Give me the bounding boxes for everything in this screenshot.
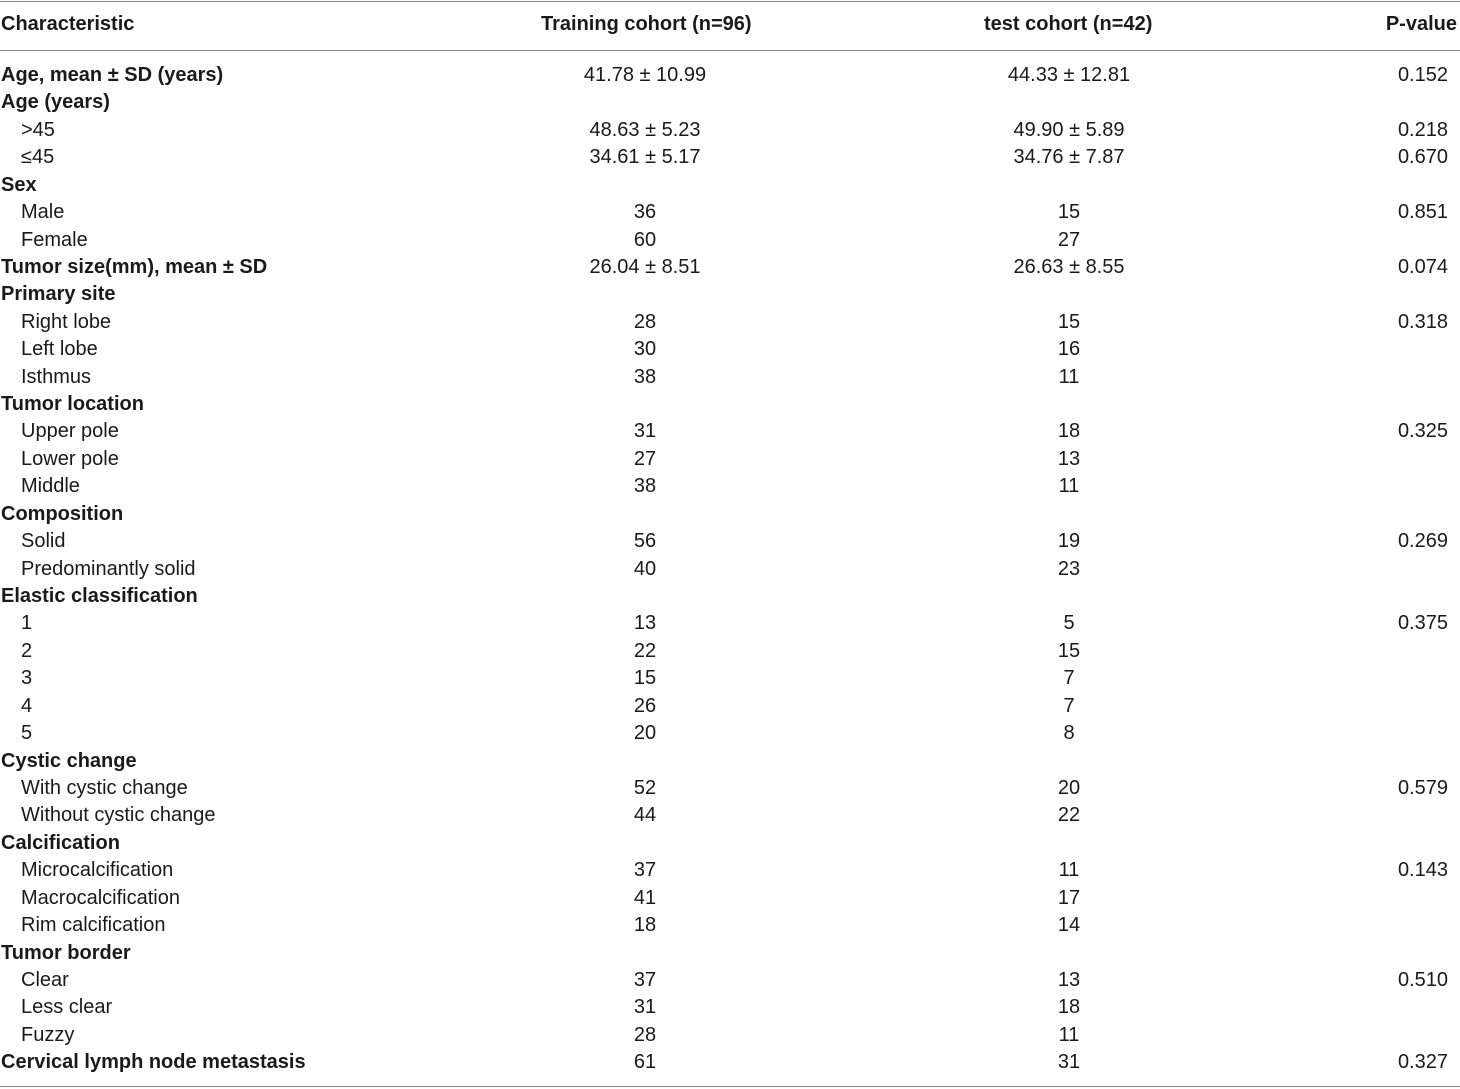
table-row	[0, 309, 1460, 336]
test-cohort-value: 11	[1058, 1023, 1080, 1046]
row-label: Middle	[21, 475, 80, 498]
table-section-row	[0, 501, 1460, 528]
test-cohort-value: 49.90 ± 5.89	[1013, 118, 1125, 141]
test-cohort-value: 13	[1057, 447, 1081, 470]
row-label: 3	[21, 667, 33, 690]
row-label: Age (years)	[1, 91, 110, 114]
training-cohort-value: 34.61 ± 5.17	[589, 146, 701, 169]
row-label: Clear	[21, 968, 69, 991]
row-label: Primary site	[1, 283, 116, 306]
row-label: ≤45	[21, 146, 55, 169]
training-cohort-value: 31	[633, 996, 657, 1019]
table-section-row	[0, 254, 1460, 281]
row-label: 5	[21, 722, 33, 745]
training-cohort-value: 44	[633, 804, 657, 827]
table-row	[0, 693, 1460, 720]
p-value: 0.325	[1397, 420, 1448, 443]
test-cohort-value: 19	[1057, 530, 1081, 553]
p-value: 0.269	[1397, 530, 1448, 553]
p-value: 0.318	[1397, 310, 1448, 333]
p-value: 0.851	[1397, 201, 1448, 224]
training-cohort-value: 37	[633, 968, 657, 991]
table-row	[0, 473, 1460, 500]
row-label: Tumor size(mm), mean ± SD	[1, 255, 268, 278]
table-row	[0, 418, 1460, 445]
table-body	[0, 62, 1460, 1077]
table-row	[0, 912, 1460, 939]
row-label: Upper pole	[21, 420, 119, 443]
test-cohort-value: 8	[1063, 722, 1075, 745]
training-cohort-value: 36	[633, 201, 657, 224]
test-cohort-value: 18	[1057, 996, 1081, 1019]
table-section-row	[0, 89, 1460, 116]
training-cohort-value: 31	[633, 420, 657, 443]
training-cohort-value: 40	[633, 557, 657, 580]
row-label: Left lobe	[21, 338, 98, 361]
table-header-rule	[0, 50, 1460, 51]
test-cohort-value: 26.63 ± 8.55	[1013, 255, 1125, 278]
p-value: 0.143	[1397, 859, 1448, 882]
table-section-row	[0, 62, 1460, 89]
header-test-cohort: test cohort (n=42)	[984, 13, 1153, 35]
header-training-cohort: Training cohort (n=96)	[541, 13, 752, 35]
p-value: 0.152	[1397, 64, 1448, 86]
row-label: Tumor border	[1, 941, 131, 964]
table-row	[0, 117, 1460, 144]
training-cohort-value: 56	[633, 530, 657, 553]
table-row	[0, 885, 1460, 912]
row-label: 4	[21, 694, 33, 717]
table-row	[0, 1022, 1460, 1049]
training-cohort-value: 41.78 ± 10.99	[583, 64, 707, 86]
test-cohort-value: 34.76 ± 7.87	[1013, 146, 1125, 169]
row-label: Solid	[21, 530, 66, 553]
row-label: Sex	[1, 173, 37, 196]
test-cohort-value: 11	[1058, 365, 1080, 388]
table-header-row	[0, 0, 1460, 50]
training-cohort-value: 18	[633, 914, 657, 937]
training-cohort-value: 37	[633, 859, 657, 882]
row-label: Fuzzy	[21, 1023, 75, 1046]
table-row	[0, 446, 1460, 473]
test-cohort-value: 5	[1063, 612, 1075, 635]
training-cohort-value: 60	[633, 228, 657, 251]
row-label: Composition	[1, 502, 124, 525]
table-section-row	[0, 748, 1460, 775]
test-cohort-value: 15	[1057, 310, 1081, 333]
table-section-row	[0, 583, 1460, 610]
test-cohort-value: 7	[1063, 667, 1075, 690]
row-label: Isthmus	[21, 365, 92, 388]
table-section-row	[0, 940, 1460, 967]
p-value: 0.579	[1397, 776, 1448, 799]
row-label: Female	[21, 228, 88, 251]
p-value: 0.074	[1397, 255, 1448, 278]
test-cohort-value: 31	[1057, 1051, 1081, 1074]
table-row	[0, 665, 1460, 692]
row-label: With cystic change	[21, 776, 188, 799]
row-label: Without cystic change	[21, 804, 216, 827]
row-label: 2	[21, 639, 33, 662]
training-cohort-value: 28	[633, 310, 657, 333]
training-cohort-value: 38	[633, 475, 657, 498]
table-row	[0, 144, 1460, 171]
table-section-row	[0, 391, 1460, 418]
p-value: 0.510	[1397, 968, 1448, 991]
p-value: 0.670	[1397, 146, 1448, 169]
training-cohort-value: 48.63 ± 5.23	[589, 118, 701, 141]
table-section-row	[0, 830, 1460, 857]
training-cohort-value: 30	[633, 338, 657, 361]
table-row	[0, 610, 1460, 637]
table-row	[0, 556, 1460, 583]
header-p-value: P-value	[1385, 13, 1457, 35]
row-label: Cervical lymph node metastasis	[1, 1051, 306, 1074]
row-label: Cystic change	[1, 749, 137, 772]
row-label: Lower pole	[21, 447, 119, 470]
p-value: 0.375	[1397, 612, 1448, 635]
table-row	[0, 802, 1460, 829]
training-cohort-value: 28	[633, 1023, 657, 1046]
training-cohort-value: 61	[633, 1051, 657, 1074]
p-value: 0.218	[1397, 118, 1448, 141]
table-row	[0, 638, 1460, 665]
test-cohort-value: 44.33 ± 12.81	[1007, 64, 1131, 86]
table-row	[0, 720, 1460, 747]
table-row	[0, 199, 1460, 226]
table-row	[0, 528, 1460, 555]
table-row	[0, 994, 1460, 1021]
test-cohort-value: 20	[1057, 776, 1081, 799]
test-cohort-value: 15	[1057, 639, 1081, 662]
training-cohort-value: 41	[633, 886, 657, 909]
test-cohort-value: 13	[1057, 968, 1081, 991]
row-label: >45	[21, 118, 55, 141]
training-cohort-value: 13	[633, 612, 657, 635]
table-row	[0, 775, 1460, 802]
training-cohort-value: 26	[633, 694, 657, 717]
test-cohort-value: 27	[1057, 228, 1081, 251]
row-label: Right lobe	[21, 310, 112, 333]
row-label: Less clear	[21, 996, 113, 1019]
table-section-row	[0, 172, 1460, 199]
row-label: Predominantly solid	[21, 557, 196, 580]
test-cohort-value: 17	[1057, 886, 1081, 909]
row-label: Elastic classification	[1, 585, 198, 608]
test-cohort-value: 11	[1058, 859, 1080, 882]
training-cohort-value: 27	[633, 447, 657, 470]
training-cohort-value: 52	[633, 776, 657, 799]
training-cohort-value: 22	[633, 639, 657, 662]
table-row	[0, 336, 1460, 363]
test-cohort-value: 14	[1057, 914, 1081, 937]
row-label: Tumor location	[1, 393, 144, 416]
test-cohort-value: 18	[1057, 420, 1081, 443]
table-row	[0, 364, 1460, 391]
test-cohort-value: 22	[1057, 804, 1081, 827]
training-cohort-value: 26.04 ± 8.51	[589, 255, 701, 278]
table-row	[0, 857, 1460, 884]
test-cohort-value: 11	[1058, 475, 1080, 498]
test-cohort-value: 16	[1057, 338, 1081, 361]
table-section-row	[0, 1049, 1460, 1076]
table-bottom-rule	[0, 1086, 1460, 1087]
table-row	[0, 967, 1460, 994]
training-cohort-value: 15	[633, 667, 657, 690]
test-cohort-value: 23	[1057, 557, 1081, 580]
header-characteristic: Characteristic	[1, 13, 135, 35]
test-cohort-value: 15	[1057, 201, 1081, 224]
table-row	[0, 227, 1460, 254]
test-cohort-value: 7	[1063, 694, 1075, 717]
p-value: 0.327	[1397, 1051, 1448, 1074]
row-label: Male	[21, 201, 65, 224]
row-label: Calcification	[1, 831, 120, 854]
row-label: Microcalcification	[21, 859, 174, 882]
row-label: Age, mean ± SD (years)	[1, 64, 224, 86]
training-cohort-value: 20	[633, 722, 657, 745]
table-section-row	[0, 281, 1460, 308]
row-label: Rim calcification	[21, 914, 166, 937]
row-label: Macrocalcification	[21, 886, 180, 909]
training-cohort-value: 38	[633, 365, 657, 388]
row-label: 1	[21, 612, 33, 635]
